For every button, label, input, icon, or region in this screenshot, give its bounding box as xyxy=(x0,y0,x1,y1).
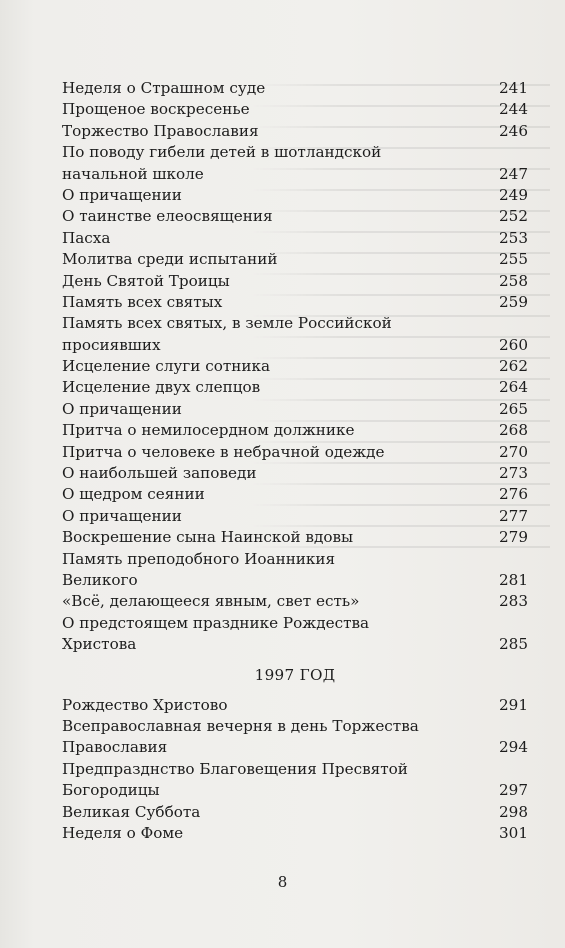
toc-entry-title: «Всё, делающееся явным, свет есть» xyxy=(62,592,360,611)
toc-entry-title: О причащении xyxy=(62,399,182,418)
toc-entry-page: 301 xyxy=(499,823,528,842)
toc-entry-page: 252 xyxy=(499,207,528,226)
toc-entry-title: День Святой Троицы xyxy=(62,271,230,290)
toc-entry-line xyxy=(62,802,528,823)
toc-entry-page: 246 xyxy=(499,121,528,140)
toc-entry-title: О причащении xyxy=(62,185,182,204)
toc-entry-line xyxy=(62,99,528,120)
toc-entry-title: О наибольшей заповеди xyxy=(62,464,257,483)
toc-entry xyxy=(62,399,528,420)
toc-entry-page: 276 xyxy=(499,485,528,504)
toc-entry-page: 285 xyxy=(499,635,528,654)
toc-entry-line xyxy=(62,570,528,591)
toc-entry-title-continuation: Православия xyxy=(62,738,168,757)
toc-entry xyxy=(62,823,528,844)
toc-entry-page: 264 xyxy=(499,378,528,397)
toc-entry-line xyxy=(62,823,528,844)
toc-entry-page: 241 xyxy=(499,79,528,97)
toc-entry-title: Исцеление слуги сотника xyxy=(62,357,271,376)
toc-entry-page: 260 xyxy=(499,335,528,354)
toc-entry xyxy=(62,356,528,377)
toc-entry-title: О причащении xyxy=(62,506,182,525)
toc-entry-line xyxy=(62,206,528,227)
toc-entry-page: 279 xyxy=(499,528,528,547)
toc-entry-line xyxy=(62,228,528,249)
toc-entry-title: Пасха xyxy=(62,228,111,247)
toc-entry xyxy=(62,527,528,548)
toc-entry-line xyxy=(62,356,528,377)
toc-entry-page: 249 xyxy=(499,185,528,204)
toc-entry xyxy=(62,463,528,484)
toc-entry-title: Воскрешение сына Наинской вдовы xyxy=(62,528,354,547)
toc-entry-line xyxy=(62,442,528,463)
toc-entry-title-continuation: Христова xyxy=(62,635,137,654)
toc-entry-page: 253 xyxy=(499,228,528,247)
toc-entry xyxy=(62,292,528,313)
toc-entry-title: О таинстве елеосвящения xyxy=(62,207,273,226)
toc-entry-title: Прощеное воскресенье xyxy=(62,100,250,119)
toc-entry-page: 281 xyxy=(499,570,528,589)
toc-entry-line xyxy=(62,463,528,484)
toc-entry-page: 298 xyxy=(499,802,528,821)
toc-entry xyxy=(62,506,528,527)
toc-entry xyxy=(62,591,528,612)
toc-entry-title: Рождество Христово xyxy=(62,695,228,714)
toc-entry-page: 259 xyxy=(499,292,528,311)
toc-entry-line xyxy=(62,292,528,313)
toc-entry-line xyxy=(62,164,528,185)
toc-entry-page: 268 xyxy=(499,421,528,440)
toc-entry xyxy=(62,613,528,656)
toc-entry-title: Торжество Православия xyxy=(62,121,259,140)
toc-entry xyxy=(62,99,528,120)
toc-entry-title: Неделя о Страшном суде xyxy=(62,79,266,97)
toc-entry-line xyxy=(62,335,528,356)
toc-entry xyxy=(62,377,528,398)
toc-entry xyxy=(62,121,528,142)
toc-entry xyxy=(62,420,528,441)
toc-entry-title: По поводу гибели детей в шотландской xyxy=(62,143,382,162)
toc-entry-line xyxy=(62,78,528,99)
toc-entry-title-continuation: Великого xyxy=(62,570,138,589)
toc-entry-title: Притча о немилосердном должнике xyxy=(62,421,355,440)
toc-entry-page: 262 xyxy=(499,357,528,376)
toc-entry-title: Всеправославная вечерня в день Торжества xyxy=(62,716,419,735)
toc-entry-title-continuation: Богородицы xyxy=(62,781,160,800)
toc-entry-line xyxy=(62,271,528,292)
toc-entry-line xyxy=(62,420,528,441)
toc-entry-page: 247 xyxy=(499,164,528,183)
toc-entry xyxy=(62,442,528,463)
toc-list-part-1 xyxy=(62,78,528,656)
toc-entry-page: 291 xyxy=(499,695,528,714)
toc-entry-line xyxy=(62,377,528,398)
toc-entry-page: 273 xyxy=(499,464,528,483)
toc-entry-line xyxy=(62,249,528,270)
toc-entry-title: Неделя о Фоме xyxy=(62,823,184,842)
toc-entry-page: 297 xyxy=(499,781,528,800)
toc-entry-line xyxy=(62,121,528,142)
toc-entry-page: 283 xyxy=(499,592,528,611)
toc-entry-title: О предстоящем празднике Рождества xyxy=(62,613,370,632)
toc-entry-line xyxy=(62,634,528,655)
toc-entry-page: 277 xyxy=(499,506,528,525)
toc-entry xyxy=(62,78,528,99)
toc-entry xyxy=(62,549,528,592)
toc-entry xyxy=(62,185,528,206)
toc-entry-page: 294 xyxy=(499,738,528,757)
toc-entry xyxy=(62,695,528,716)
toc-entry-page: 265 xyxy=(499,399,528,418)
toc-list-part-2 xyxy=(62,695,528,845)
toc-entry xyxy=(62,759,528,802)
toc-entry-page: 244 xyxy=(499,100,528,119)
toc-entry-line xyxy=(62,695,528,716)
toc-entry-title-continuation: начальной школе xyxy=(62,164,204,183)
toc-entry-title: Притча о человеке в небрачной одежде xyxy=(62,442,385,461)
toc-entry-line xyxy=(62,484,528,505)
toc-entry-title: Память всех святых, в земле Российской xyxy=(62,314,392,333)
toc-entry-page: 258 xyxy=(499,271,528,290)
toc-entry xyxy=(62,249,528,270)
toc-entry xyxy=(62,142,528,185)
toc-entry-line xyxy=(62,399,528,420)
toc-entry-page: 270 xyxy=(499,442,528,461)
toc-entry xyxy=(62,484,528,505)
section-heading: 1997 ГОД xyxy=(254,665,336,684)
toc-entry-line xyxy=(62,780,528,801)
toc-entry-line xyxy=(62,506,528,527)
toc-entry-line xyxy=(62,527,528,548)
toc-entry xyxy=(62,206,528,227)
toc-entry-title: Великая Суббота xyxy=(62,802,201,821)
toc-entry-title: Память всех святых xyxy=(62,292,223,311)
toc-entry-title: Молитва среди испытаний xyxy=(62,250,278,269)
toc-entry-title: Память преподобного Иоанникия xyxy=(62,549,336,568)
toc-entry-title-continuation: просиявших xyxy=(62,335,161,354)
toc-entry xyxy=(62,313,528,356)
toc-entry-line xyxy=(62,185,528,206)
toc-entry xyxy=(62,802,528,823)
toc-entry-title: Предпразднство Благовещения Пресвятой xyxy=(62,759,408,778)
toc-entry-line xyxy=(62,591,528,612)
toc-entry xyxy=(62,716,528,759)
toc-entry-title: О щедром сеянии xyxy=(62,485,205,504)
table-of-contents xyxy=(62,78,528,844)
toc-entry xyxy=(62,271,528,292)
toc-entry-line xyxy=(62,737,528,758)
toc-entry-page: 255 xyxy=(499,250,528,269)
toc-entry-title: Исцеление двух слепцов xyxy=(62,378,261,397)
toc-entry xyxy=(62,228,528,249)
page-number: 8 xyxy=(277,873,288,891)
